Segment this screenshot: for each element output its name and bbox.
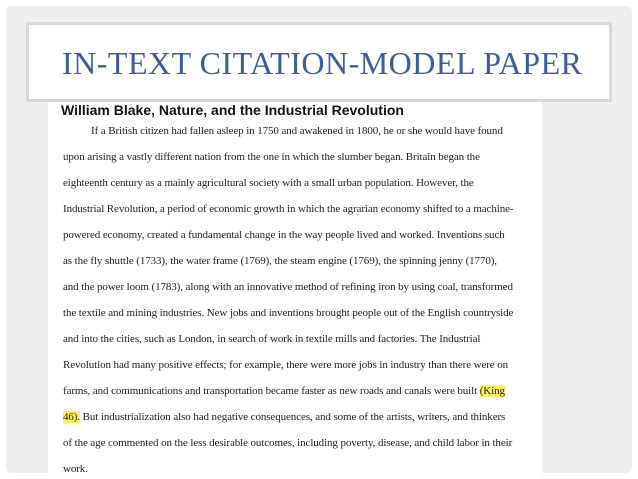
document-line: upon arising a vastly different nation from the one in which the slumber began. Britain began the: [63, 151, 480, 163]
document-line-text: farms, and communications and transportation became faster as new roads and canals were built: [63, 385, 478, 397]
document-line: work.: [63, 463, 88, 475]
document-line: [63, 411, 505, 423]
document-line: and into the cities, such as London, in search of work in textile mills and factories. The Industrial: [63, 333, 481, 345]
slide-title: IN-TEXT CITATION-MODEL PAPER: [62, 45, 583, 81]
document-line: and the power loom (1783), along with an innovative method of refining iron by using coal, transformed: [63, 281, 513, 293]
document-line: Industrial Revolution, a period of economic growth in which the agrarian economy shifted to a machine-: [63, 203, 514, 215]
document-line: as the fly shuttle (1733), the water frame (1769), the steam engine (1769), the spinning jenny (1770),: [63, 255, 497, 267]
document-line: of the age commented on the less desirable outcomes, including poverty, disease, and child labor in their: [63, 437, 513, 449]
document-line: the textile and mining industries. New jobs and inventions brought people out of the English countryside: [63, 307, 514, 319]
document-line: If a British citizen had fallen asleep in 1750 and awakened in 1800, he or she would have found: [91, 125, 503, 137]
document-line: powered economy, created a fundamental change in the way people lived and worked. Inventions such: [63, 229, 505, 241]
document-heading: William Blake, Nature, and the Industrial Revolution: [61, 102, 404, 118]
citation-highlight: 46).: [63, 411, 81, 423]
document-line: eighteenth century as a mainly agricultural society with a small urban population. However, the: [63, 177, 474, 189]
title-box: [26, 22, 612, 102]
document-line: [63, 385, 505, 397]
document-line: Revolution had many positive effects; for example, there were more jobs in industry than there were on: [63, 359, 509, 371]
document-line-text: But industrialization also had negative consequences, and some of the artists, writers, and thinkers: [82, 411, 506, 423]
document-excerpt: [48, 96, 542, 479]
citation-highlight: (King: [479, 385, 505, 397]
